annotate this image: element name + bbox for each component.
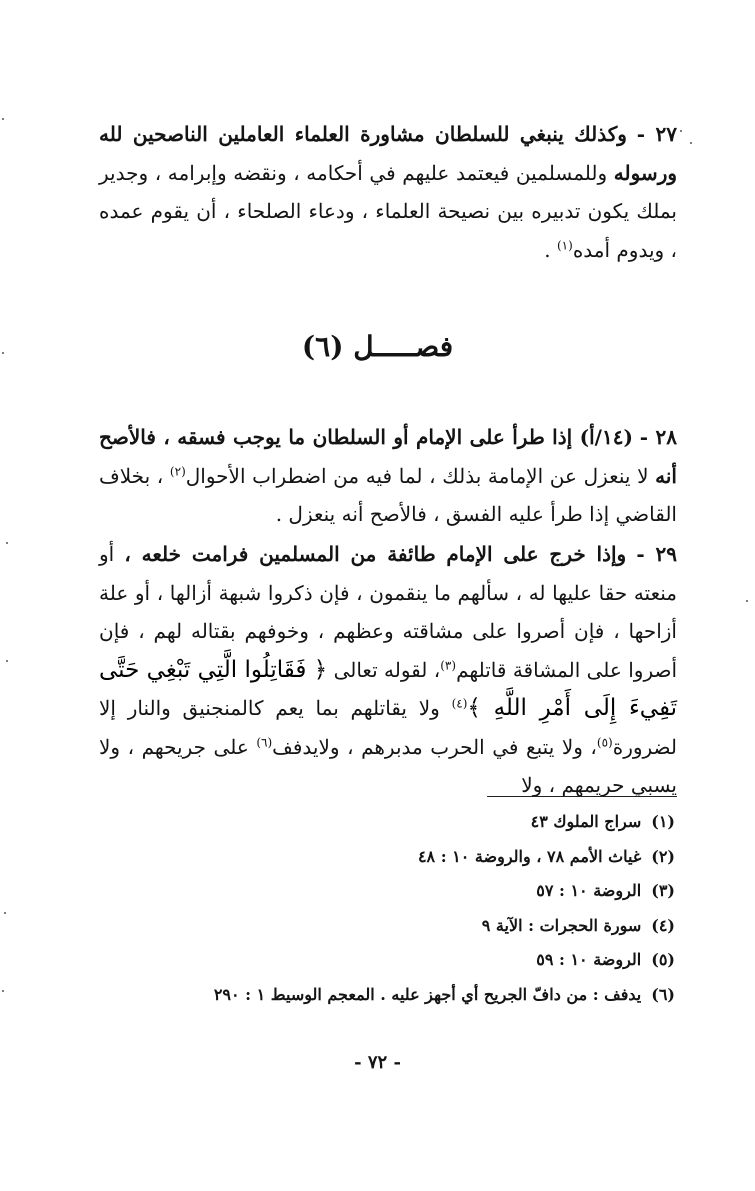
- footnote-text: الروضة ١٠ : ٥٩: [536, 950, 642, 969]
- footnote-ref-3[interactable]: (٣): [440, 657, 457, 672]
- footnote-ref-2[interactable]: (٢): [169, 463, 186, 478]
- paragraph-body: لا ينعزل عن الإمامة بذلك ، لما فيه من اضطراب الأحوال: [185, 463, 649, 488]
- footnote-divider: [487, 796, 677, 797]
- paragraph-number: ٢٨ -: [639, 425, 678, 449]
- scan-speck: [6, 542, 8, 544]
- paragraph-body-continued: ولا يقاتلهم بما يعم كالمنجنيق والنار إلا لضرورة: [99, 696, 677, 759]
- scan-speck: [2, 118, 4, 120]
- footnote-ref-6[interactable]: (٦): [256, 734, 273, 749]
- scan-speck: [690, 142, 692, 144]
- scan-speck: [6, 660, 8, 662]
- paragraph-body: وللمسلمين فيعتمد عليهم في أحكامه ، ونقضه وإبرامه ، وجدير بملك يكون تدبيره بين نصيحة العلماء ، ودعاء الصلحاء ، أن يقوم عمده ، ويدوم أمده: [99, 160, 677, 262]
- paragraph-body-continued: ، بخلاف القاضي إذا طرأ عليه الفسق ، فالأصح أنه ينعزل .: [99, 463, 677, 526]
- footnote-number: (٣): [651, 881, 675, 900]
- footnote-ref-1[interactable]: (١): [556, 237, 573, 252]
- paragraph-number: ٢٧ -: [636, 122, 678, 146]
- paragraph-body: أو منعته حقا عليها له ، سألهم ما ينقمون ، فإن ذكروا شبهة أزالها ، أو علة أزاحها ، فإن أصروا على مشاقته وعظهم ، وخوفهم بقتاله لهم ، فإن أصروا على المشاقة قاتلهم: [99, 542, 678, 682]
- paragraph-28: [99, 418, 677, 534]
- footnote-item: [115, 805, 675, 840]
- footnote-text: سراج الملوك ٤٣: [530, 812, 642, 831]
- footnote-text: سورة الحجرات : الآية ٩: [481, 915, 642, 935]
- footnote-text: غياث الأمم ٧٨ ، والروضة ١٠ : ٤٨: [417, 846, 642, 866]
- scan-speck: [746, 600, 748, 602]
- footnote-number: (٥): [651, 950, 675, 969]
- footnote-number: (٢): [651, 846, 675, 866]
- scan-speck: [2, 352, 4, 354]
- section-title: فصـــــل (٦): [301, 330, 454, 363]
- footnote-ref-4[interactable]: (٤): [451, 696, 468, 711]
- scan-speck: [680, 130, 682, 132]
- footnote-text: الروضة ١٠ : ٥٧: [536, 881, 642, 900]
- page-number: - ٧٢ -: [354, 1052, 401, 1073]
- paragraph-29: [99, 535, 677, 805]
- footnote-item: [115, 909, 675, 944]
- footnote-text: يدفف : من دافّ الجريح أي أجهز عليه . المعجم الوسيط ١ : ٢٩٠: [213, 984, 642, 1004]
- footnotes: [115, 805, 675, 1012]
- footnote-item: [115, 943, 675, 978]
- paragraph-lead: وإذا خرج على الإمام طائفة من المسلمين فرامت خلعه ،: [124, 542, 627, 566]
- paragraph-number: ٢٩ -: [636, 542, 677, 566]
- paragraph-body-continued: على جريحهم ، ولا يسبي حريمهم ، ولا: [99, 734, 677, 797]
- paragraph-end: .: [544, 237, 557, 262]
- paragraph-27: [99, 115, 677, 269]
- footnote-number: (٦): [651, 984, 675, 1004]
- quran-verse: ﴿ فَقَاتِلُوا الَّتِي تَبْغِي حَتَّى تَفِيءَ إِلَى أَمْرِ اللَّهِ ﴾: [99, 656, 677, 721]
- scan-speck: [2, 990, 4, 992]
- footnote-item: [115, 978, 675, 1013]
- footnote-item: [115, 874, 675, 909]
- paragraph-body-continued: ، ولا يتبع في الحرب مدبرهم ، ولايدفف: [272, 734, 597, 759]
- footnote-number: (١): [651, 812, 675, 831]
- scan-speck: [4, 912, 6, 914]
- footnote-ref-5[interactable]: (٥): [596, 734, 613, 749]
- paragraph-lead: (١٤/أ) إذا طرأ على الإمام أو السلطان ما يوجب فسقه ، فالأصح أنه: [99, 425, 677, 488]
- paragraph-body-continued: ، لقوله تعالى: [333, 657, 441, 682]
- footnote-number: (٤): [651, 915, 675, 935]
- paragraph-lead: وكذلك ينبغي للسلطان مشاورة العلماء العاملين الناصحين لله ورسوله: [99, 122, 678, 185]
- footnote-item: [115, 840, 675, 875]
